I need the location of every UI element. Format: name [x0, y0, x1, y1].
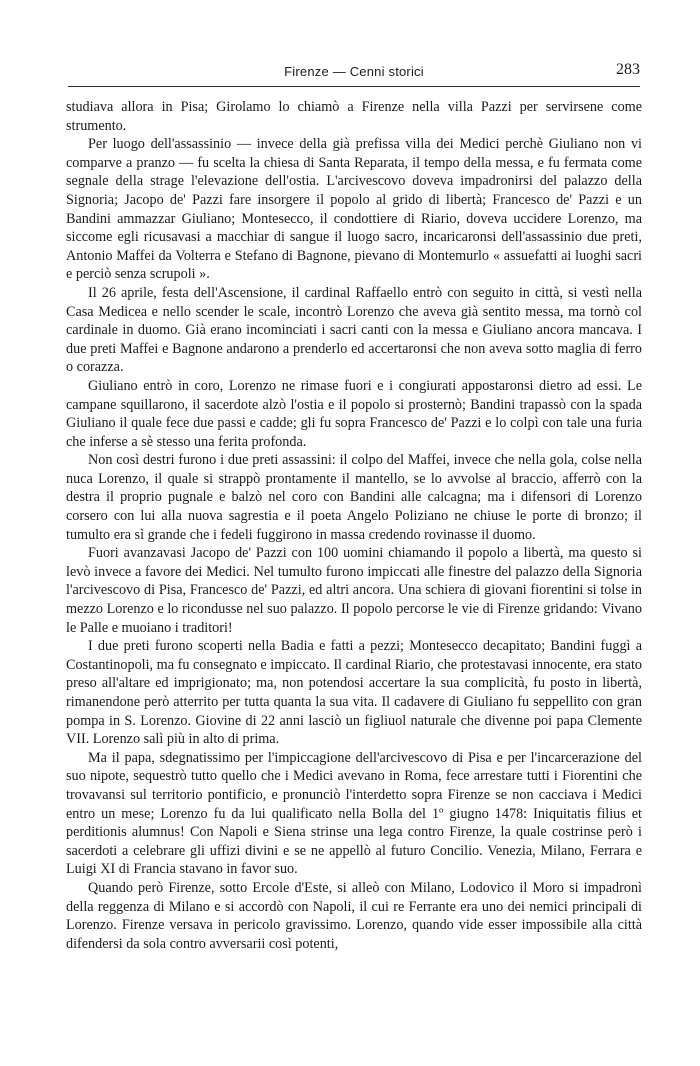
running-title: Firenze — Cenni storici: [284, 64, 424, 79]
paragraph: Per luogo dell'assassinio — invece della già prefissa villa dei Medici perchè Giuliano non vi comparve a pranzo — fu scelta la chiesa di Santa Reparata, il tempo della messa, e fu fermata come segnale della strage l'elevazione dell'ostia. L'arcivescovo doveva impadronirsi del palazzo della Signoria; Jacopo de' Pazzi fare insorgere il popolo al grido di libertà; Francesco de' Pazzi e un Bandini ammazzar Giuliano; Montesecco, il condottiere di Riario, doveva uccidere Lorenzo, ma siccome egli ricusavasi a macchiar di sangue il luogo sacro, incaricaronsi dell'assassinio due preti, Antonio Maffei da Volterra e Stefano di Bagnone, pievano di Montemurlo « assuefatti ai luoghi sacri e perciò senza scrupoli ».: [66, 136, 642, 283]
paragraph: Quando però Firenze, sotto Ercole d'Este, si alleò con Milano, Lodovico il Moro si impadronì della reggenza di Milano e si accordò con Napoli, il cui re Ferrante era uno dei nemici principali di Lorenzo. Firenze versava in pericolo gravissimo. Lorenzo, quando vide esser impossibile alla città difendersi da sola contro avversarii così potenti,: [66, 879, 642, 952]
body-text: [66, 98, 642, 953]
paragraph: Non così destri furono i due preti assassini: il colpo del Maffei, invece che nella gola, colse nella nuca Lorenzo, il quale si strappò prontamente il mantello, se lo avvolse al braccio, afferrò con la destra il proprio pugnale e balzò nel coro con Bandini alle calcagna; ma i difensori di Lorenzo corsero con lui alla nuova sagrestia e il poeta Angelo Poliziano ne chiuse le porte di bronzo; il tumulto era sì grande che i fedeli fuggirono in massa credendo rovinasse il duomo.: [66, 452, 642, 543]
paragraph: I due preti furono scoperti nella Badia e fatti a pezzi; Montesecco decapitato; Bandini fuggì a Costantinopoli, ma fu consegnato e impiccato. Il cardinal Riario, che protestavasi innocente, era stato preso all'altare ed imprigionato; ma, non potendosi accertare la sua complicità, fu posto in libertà, rimanendone però atterrito per tutta quanta la sua vita. Il cadavere di Giuliano fu seppellito con gran pompa in S. Lorenzo. Giovine di 22 anni lasciò un figliuol naturale che divenne poi papa Clemente VII. Lorenzo salì più in alto di prima.: [66, 638, 642, 748]
paragraph: Il 26 aprile, festa dell'Ascensione, il cardinal Raffaello entrò con seguito in città, si vestì nella Casa Medicea e nello scender le scale, incontrò Lorenzo che aveva già sentito messa, ma tornò col cardinale in duomo. Già erano incominciati i sacri canti con la messa e Giuliano ancora mancava. I due preti Maffei e Bagnone andarono a prenderlo ed accertaronsi che non aveva sotto maglia di ferro o corazza.: [66, 284, 642, 376]
page-number: 283: [616, 61, 640, 78]
header-rule: [68, 86, 640, 87]
paragraph: Giuliano entrò in coro, Lorenzo ne rimase fuori e i congiurati appostaronsi dietro ad essi. Le campane squillarono, il sacerdote alzò l'ostia e il popolo si prosternò; Bandini trapassò con la spada Giuliano il quale fece due passi e cadde; gli fu sopra Francesco de' Pazzi e lo colpì con tale una furia che inferse a sè stesso una ferita profonda.: [66, 377, 642, 450]
paragraph: studiava allora in Pisa; Girolamo lo chiamò a Firenze nella villa Pazzi per servirsene come strumento.: [66, 99, 642, 134]
page-header: [68, 60, 640, 82]
paragraph: Fuori avanzavasi Jacopo de' Pazzi con 100 uomini chiamando il popolo a libertà, ma questo si levò invece a favore dei Medici. Nel tumulto furono impiccati alle finestre del palazzo della Signoria l'arcivescovo di Pisa, Francesco de' Pazzi, ed altri ancora. Una schiera di giovani fiorentini si tolse in mezzo Lorenzo e lo ricondusse nel suo palazzo. Il popolo percorse le vie di Firenze gridando: Vivano le Palle e muoiano i traditori!: [66, 545, 642, 636]
paragraph: Ma il papa, sdegnatissimo per l'impiccagione dell'arcivescovo di Pisa e per l'incarcerazione del suo nipote, sequestrò tutto quello che i Medici avevano in Roma, fece arrestare tutti i Fiorentini che trovavansi sul territorio pontificio, e pronunciò l'interdetto sopra Firenze se non cacciava i Medici entro un mese; Lorenzo fu da lui qualificato nella Bolla del 1º giugno 1478: Iniquitatis filius et perditionis alumnus! Con Napoli e Siena strinse una lega contro Firenze, la quale costrinse però i sacerdoti a celebrare gli uffizi divini e se ne appellò al futuro Concilio. Venezia, Milano, Ferrara e Luigi XI di Francia stavano in favor suo.: [66, 749, 642, 878]
